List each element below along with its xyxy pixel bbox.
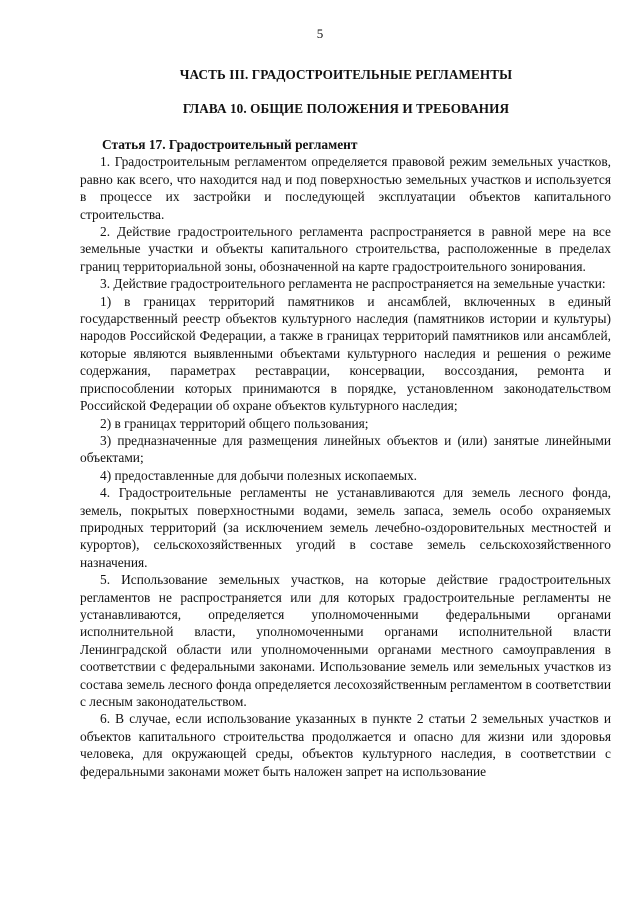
- paragraph-1: 1. Градостроительным регламентом определяется правовой режим земельных участков, равно как всего, что находится над и под поверхностью земельных участков и используется в процессе их застройки и последующей эксплуатации объектов капитального строительства.: [80, 154, 611, 222]
- chapter-title: ГЛАВА 10. ОБЩИЕ ПОЛОЖЕНИЯ И ТРЕБОВАНИЯ: [182, 101, 510, 116]
- article-title: Статья 17. Градостроительный регламент: [102, 137, 358, 152]
- paragraph-3: 3. Действие градостроительного регламента не распространяется на земельные участки:: [100, 276, 606, 292]
- paragraph-5: 5. Использование земельных участков, на которые действие градостроительных регламентов не распространяется или для которых градостроительные регламенты не устанавливаются, определяется уполномоченными федеральными органами исполнительной власти, уполномоченными органами исполнительной власти Ленинградской области или уполномоченными органами местного самоуправления в соответствии с федеральными законами. Использование земель или земельных участков из состава земель лесного фонда определяется лесохозяйственным регламентом в соответствии с лесным законодательством.: [80, 572, 611, 709]
- paragraph-4: 4. Градостроительные регламенты не устанавливаются для земель лесного фонда, земель, покрытых поверхностными водами, земель запаса, земель особо охраняемых природных территорий (за исключением земель лечебно-оздоровительных местностей и курортов), сельскохозяйственных угодий в составе земель сельскохозяйственного назначения.: [80, 485, 611, 570]
- page-number: 5: [316, 26, 324, 41]
- subitem-4: 4) предоставленные для добычи полезных ископаемых.: [100, 467, 418, 483]
- subitem-3: 3) предназначенные для размещения линейных объектов и (или) занятые линейными объектами;: [80, 432, 611, 466]
- subitem-2: 2) в границах территорий общего пользования;: [100, 415, 369, 431]
- part-title: ЧАСТЬ III. ГРАДОСТРОИТЕЛЬНЫЕ РЕГЛАМЕНТЫ: [179, 67, 513, 82]
- paragraph-6: 6. В случае, если использование указанных в пункте 2 статьи 2 земельных участков и объектов капитального строительства продолжается и опасно для жизни или здоровья человека, для окружающей среды, объектов культурного наследия, в соответствии с федеральными законами может быть наложен запрет на использование: [80, 711, 611, 779]
- paragraph-2: 2. Действие градостроительного регламента распространяется в равной мере на все земельные участки и объекты капитального строительства, расположенные в пределах границ территориальной зоны, обозначенной на карте градостроительного зонирования.: [80, 224, 611, 274]
- document-body: [80, 136, 611, 780]
- subitem-1: 1) в границах территорий памятников и ансамблей, включенных в единый государственный реестр объектов культурного наследия (памятников истории и культуры) народов Российской Федерации, а также в границах территорий памятников или ансамблей, которые являются выявленными объектами культурного наследия и решения о режиме содержания, параметрах реставрации, консервации, воссоздания, ремонта и приспособлении которых принимаются в порядке, установленном законодательством Российской Федерации об охране объектов культурного наследия;: [80, 293, 611, 414]
